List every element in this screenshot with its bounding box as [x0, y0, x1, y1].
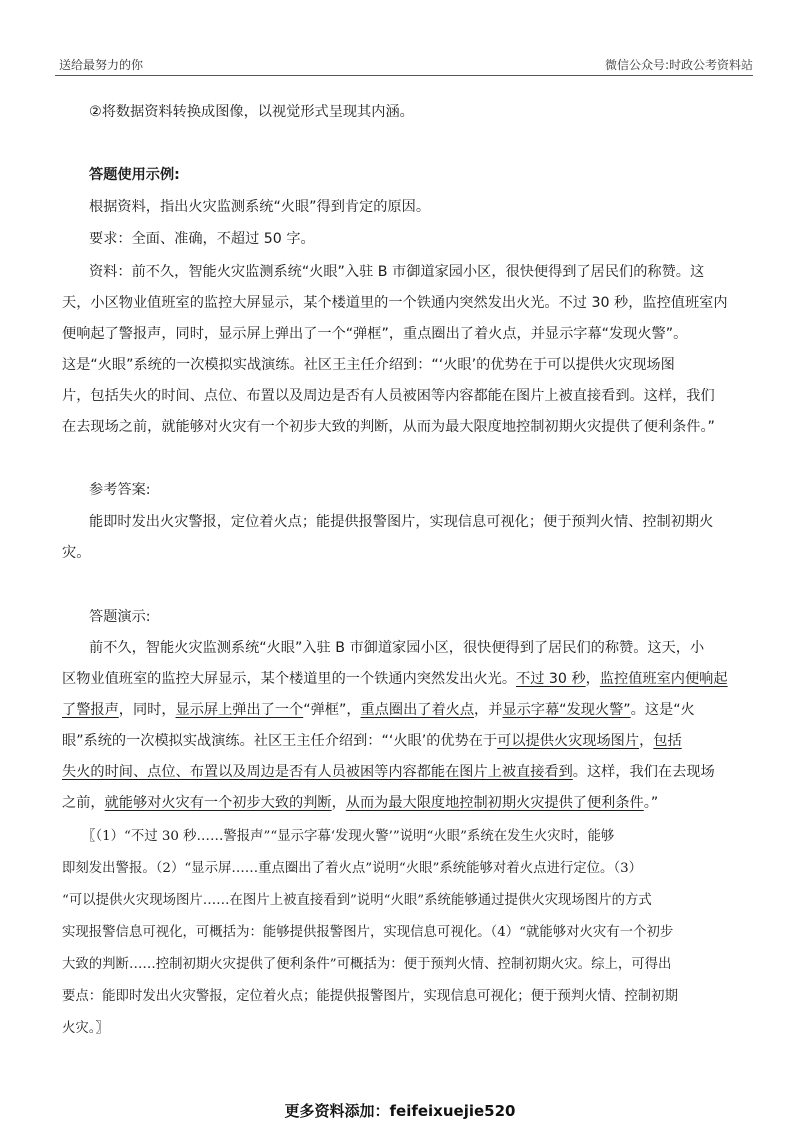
- reference-line: 灾。: [62, 545, 91, 561]
- material-line: 片，包括失火的时间、点位、布置以及周边是否有人员被困等内容都能在图片上被直接看到。这样，我们: [62, 388, 715, 404]
- example-title: 答题使用示例:: [89, 167, 180, 183]
- demo-line: [62, 793, 658, 813]
- analysis-line: “可以提供火灾现场图片……在图片上被直接看到”说明“火眼”系统能够通过提供火灾现场图片的方式: [62, 893, 652, 908]
- page-header: [55, 53, 753, 76]
- demo-text: 。这是“火: [630, 702, 695, 718]
- analysis-line: 〖（1）“不过 30 秒……警报声”“显示字幕‘发现火警’”说明“火眼”系统在发生火灾时，能够: [82, 829, 615, 844]
- material-line: 便响起了警报声，同时，显示屏上弹出了一个“弹框”，重点圈出了着火点，并显示字幕“发现火警”。: [62, 326, 688, 342]
- analysis-line: 即刻发出警报。（2）“显示屏……重点圈出了着火点”说明“火眼”系统能够对着火点进行定位。（3）: [62, 861, 643, 876]
- demo-line: [62, 731, 682, 751]
- demo-text: “弹框”: [303, 702, 347, 718]
- demo-text: 前不久，智能火灾监测系统“火眼”入驻 B 市御道家园小区，很快便得到了居民们的称赞。这天，小: [89, 640, 705, 656]
- reference-title: 参考答案:: [89, 482, 151, 498]
- material-line: 这是“火眼”系统的一次模拟实战演练。社区王主任介绍到：“‘火眼’的优势在于可以提供火灾现场图: [62, 357, 675, 373]
- demo-underline: 就能够对火灾有一个初步大致的判断: [104, 795, 332, 811]
- demo-text: ，: [331, 795, 346, 811]
- header-wechat: 微信公众号:时政公考资料站: [604, 58, 753, 72]
- example-requirement: 要求：全面、准确，不超过 50 字。: [89, 231, 315, 247]
- demo-underline: 从而为最大限度地控制初期火灾提供了便利条件: [345, 795, 644, 811]
- demo-underline: 显示字幕“发现火警”: [502, 702, 631, 718]
- analysis-line: 火灾。〗: [62, 1021, 109, 1036]
- material-line: 资料：前不久，智能火灾监测系统“火眼”入驻 B 市御道家园小区，很快便得到了居民们的称赞。这: [89, 264, 705, 280]
- demo-text: ，: [346, 702, 361, 718]
- demo-line: [62, 762, 715, 782]
- demo-text: 之前，: [62, 795, 105, 811]
- demo-underline: 可以提供火灾现场图片: [497, 733, 640, 749]
- demo-text: ，同时，: [118, 702, 176, 718]
- demo-underline: 失火的时间、点位、布置以及周边是否有人员被困等内容都能在图片上被直接看到: [62, 764, 573, 780]
- header-slogan: 送给最努力的你: [59, 58, 144, 72]
- demo-text: 眼”系统的一次模拟实战演练。社区王主任介绍到：“‘火眼’的优势在于: [62, 733, 498, 749]
- material-line: 在去现场之前，就能够对火灾有一个初步大致的判断，从而为最大限度地控制初期火灾提供了便利条件。”: [62, 419, 715, 435]
- demo-text: 区物业值班室的监控大屏显示，某个楼道里的一个铁通内突然发出火光。: [62, 671, 517, 687]
- demo-underline: 包括: [653, 733, 682, 749]
- demo-underline: 重点圈出了着火点: [360, 702, 475, 718]
- reference-line: 能即时发出火灾警报，定位着火点；能提供报警图片，实现信息可视化；便于预判火情、控制初期火: [89, 514, 714, 530]
- demo-underline: 了警报声: [62, 702, 119, 718]
- material-line: 天，小区物业值班室的监控大屏显示，某个楼道里的一个铁通内突然发出火光。不过 30 秒，监控值班室内: [62, 295, 728, 311]
- demo-title: 答题演示:: [89, 609, 151, 625]
- intro-item-2: ②将数据资料转换成图像，以视觉形式呈现其内涵。: [89, 104, 414, 120]
- demo-underline: 显示屏上弹出了一个: [175, 702, 304, 718]
- analysis-line: 要点：能即时发出火灾警报，定位着火点；能提供报警图片，实现信息可视化；便于预判火情、控制初期: [62, 989, 678, 1004]
- analysis-line: 实现报警信息可视化，可概括为：能够提供报警图片，实现信息可视化。（4）“就能够对火灾有一个初步: [62, 925, 674, 940]
- analysis-line: 大致的判断……控制初期火灾提供了便利条件”可概括为：便于预判火情、控制初期火灾。综上，可得出: [62, 957, 672, 972]
- demo-text: 。这样，我们在去现场: [572, 764, 715, 780]
- footer-contact: 更多资料添加：feifeixuejie520: [284, 1102, 516, 1120]
- demo-line: [62, 700, 695, 720]
- demo-text: ，并: [474, 702, 503, 718]
- demo-text: ，: [585, 671, 600, 687]
- demo-line: [62, 669, 728, 689]
- demo-underline: 不过 30 秒: [516, 671, 586, 687]
- example-question: 根据资料，指出火灾监测系统“火眼”得到肯定的原因。: [89, 199, 431, 215]
- demo-text: ，: [639, 733, 654, 749]
- demo-line: [89, 638, 704, 658]
- demo-text: 。”: [643, 795, 659, 811]
- demo-underline: 监控值班室内便响起: [599, 671, 728, 687]
